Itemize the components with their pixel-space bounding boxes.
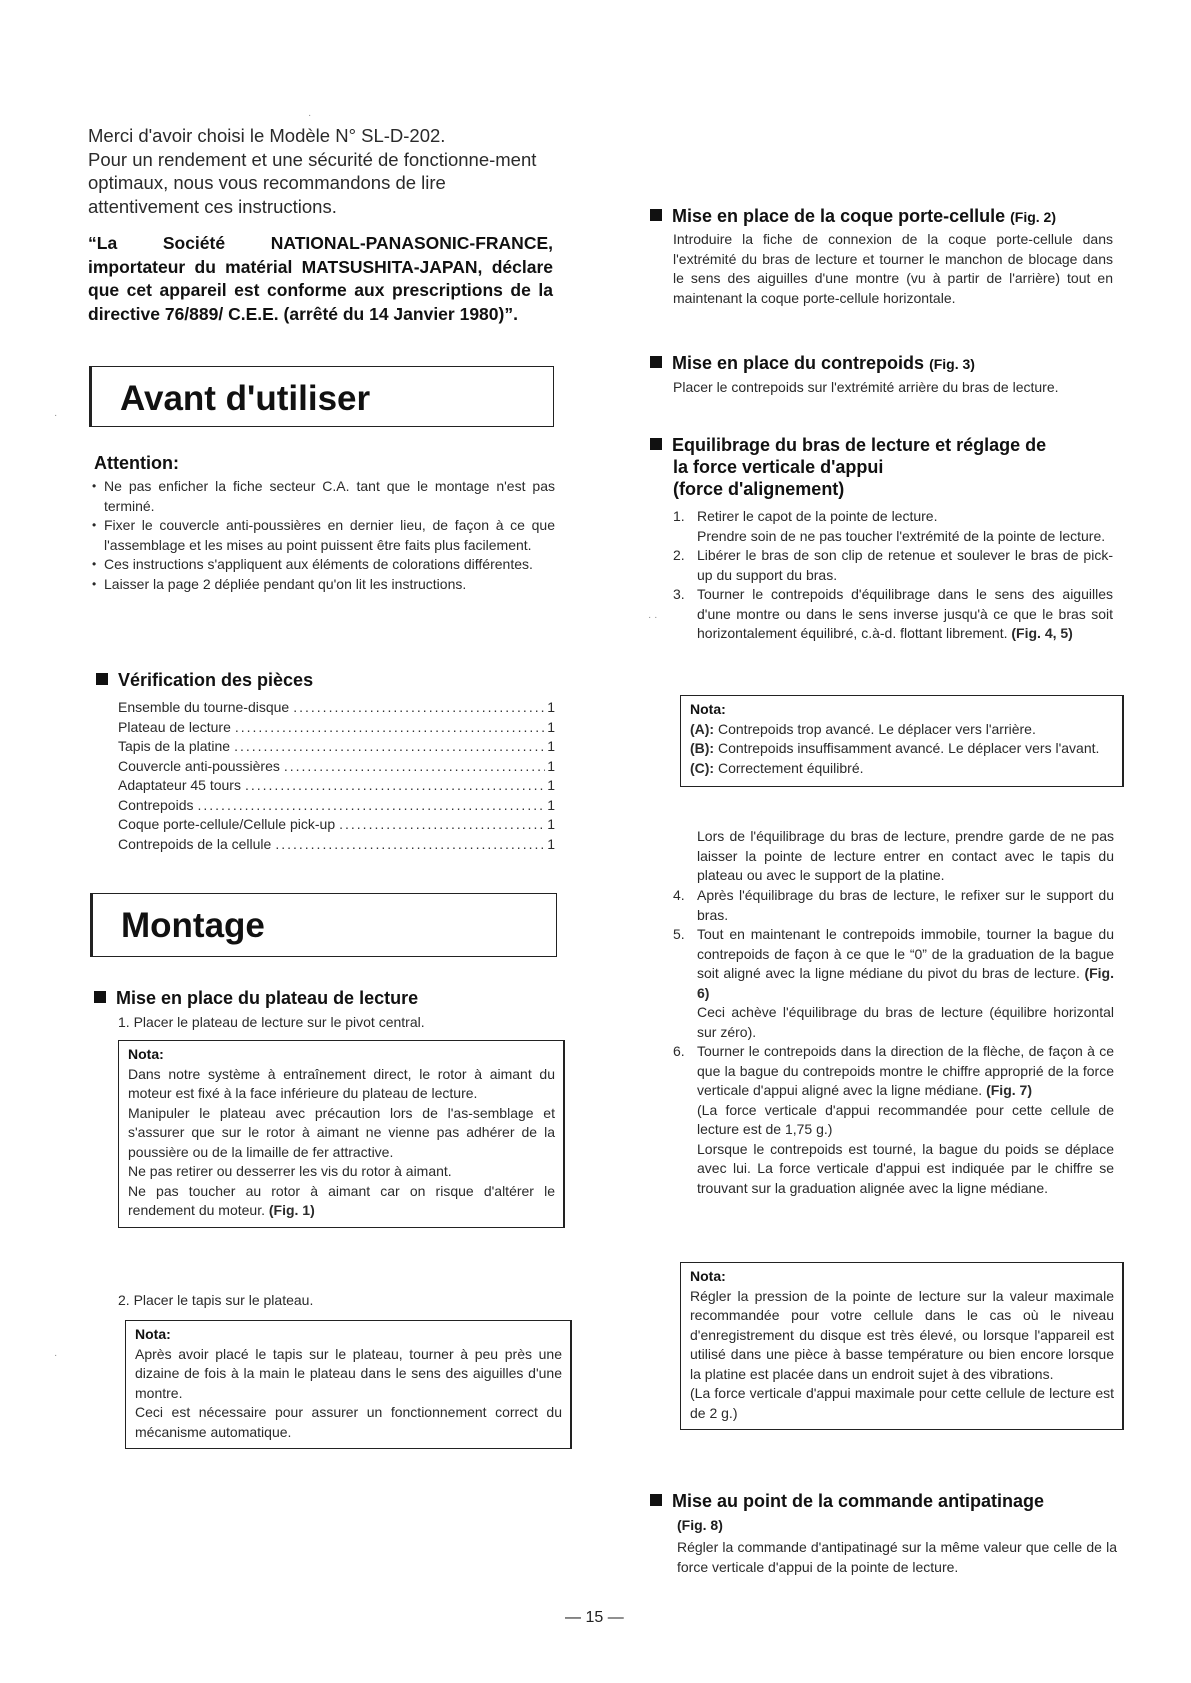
section-box-avant	[89, 366, 554, 427]
part-qty: 1	[547, 816, 555, 832]
step-text: Retirer le capot de la pointe de lecture.	[697, 508, 938, 524]
step-item	[673, 507, 1113, 546]
antipatinage-fig-ref: (Fig. 8)	[677, 1517, 723, 1533]
nota-paragraph: Dans notre système à entraînement direct, le rotor à aimant du moteur est fixé à la face inférieure du plateau de lecture.	[128, 1065, 555, 1101]
fig-ref: (Fig. 2)	[1010, 209, 1057, 225]
nota-box-balance	[680, 695, 1124, 787]
parts-row	[118, 757, 555, 777]
fig-ref: (Fig. 3)	[929, 356, 975, 372]
step-text: Après l'équilibrage du bras de lecture, le refixer sur le support du bras.	[697, 887, 1114, 923]
print-mark: ·	[54, 1350, 58, 1361]
leader-dots	[230, 737, 545, 757]
contrepoids-heading	[650, 352, 1120, 375]
parts-row	[118, 737, 555, 757]
nota-paragraph: Régler la pression de la pointe de lecture sur la valeur maximale recommandée pour votre cellule dans le cas où le niveau d'enregistrement du disque est très élevé, ou lorsque l'appareil est utilisé dans une pièce à basse température ou bien encore lorsque la platine est placée dans un endroit sujet à des vibrations.	[690, 1287, 1114, 1382]
part-qty: 1	[547, 699, 555, 715]
nota-paragraph: Ceci est nécessaire pour assurer un fonctionnement correct du mécanisme automatique.	[135, 1404, 562, 1440]
step-text: Ceci achève l'équilibrage du bras de lecture (équilibre horizontal sur zéro).	[697, 1004, 1114, 1040]
nota-text: Contrepoids trop avancé. Le déplacer vers l'arrière.	[718, 720, 1036, 737]
intro-line-2: Pour un rendement et une sécurité de fonctionne-ment optimaux, nous vous recommandons de lire attentivement ces instructions.	[88, 148, 537, 217]
parts-row	[118, 698, 555, 718]
step-item	[673, 886, 1114, 925]
nota-paragraph: (La force verticale d'appui maximale pour cette cellule de lecture est de 2 g.)	[690, 1385, 1114, 1421]
equilibrage-heading-line-3: (force d'alignement)	[673, 479, 845, 499]
print-mark: ·	[308, 110, 312, 121]
square-bullet-icon	[96, 673, 108, 685]
step-item	[673, 585, 1113, 644]
plateau-heading	[94, 987, 418, 1009]
verification-heading	[96, 669, 313, 691]
parts-row	[118, 815, 555, 835]
step-item	[673, 1042, 1114, 1198]
step-number: 2.	[673, 547, 685, 563]
nota-paragraph-last	[128, 1182, 555, 1221]
fig-ref: (Fig. 4, 5)	[1011, 625, 1073, 641]
attention-heading: Attention:	[94, 453, 179, 473]
leader-dots	[335, 815, 545, 835]
leader-dots	[280, 757, 545, 777]
square-bullet-icon	[650, 209, 662, 221]
attention-item: • Ces instructions s'appliquent aux éléments de colorations différentes.	[92, 555, 555, 575]
nota-line-c	[690, 759, 1114, 779]
nota-box-tapis	[125, 1320, 572, 1449]
attention-item: • Fixer le couvercle anti-poussières en dernier lieu, de façon à ce que l'assemblage et les mises au point puissent être faits plus facilement.	[92, 516, 555, 555]
nota-paragraph: Ne pas retirer ou desserrer les vis du rotor à aimant.	[128, 1163, 452, 1179]
leader-dots	[289, 698, 545, 718]
section-title-montage: Montage	[121, 906, 265, 945]
step-text: Prendre soin de ne pas toucher l'extrémité de la pointe de lecture.	[697, 527, 1106, 544]
nota-box-pression	[680, 1262, 1124, 1430]
nota-heading: Nota:	[690, 701, 726, 717]
nota-line-a	[690, 720, 1114, 740]
nota-heading: Nota:	[690, 1268, 726, 1284]
fig-ref: (Fig. 6)	[697, 965, 1114, 1001]
nota-paragraph: Après avoir placé le tapis sur le plateau, tourner à peu près une dizaine de fois à la main le plateau dans le sens des aiguilles d'une montre.	[135, 1345, 562, 1401]
step-text: Lorsque le contrepoids est tourné, la bague du poids se déplace avec lui. La force verticale d'appui est indiquée par le chiffre se trouvant sur la graduation alignée avec la ligne médiane.	[697, 1140, 1114, 1196]
nota-label: (C):	[690, 759, 715, 776]
step-text-with-fig	[697, 925, 1114, 1003]
part-name: Ensemble du tourne-disque	[118, 699, 290, 715]
step-text: Tourner le contrepoids d'équilibrage dans le sens des aiguilles d'une montre ou dans le sens inverse jusqu'à ce que le bras soit horizontalement équilibré, c.à-d. flottant librement.	[697, 586, 1113, 641]
nota-text: Contrepoids insuffisamment avancé. Le déplacer vers l'avant.	[718, 740, 1100, 756]
part-qty: 1	[547, 835, 555, 852]
part-qty: 1	[547, 777, 555, 793]
nota-heading: Nota:	[135, 1326, 171, 1342]
plateau-step-1: 1. Placer le plateau de lecture sur le pivot central.	[118, 1014, 425, 1030]
part-name: Adaptateur 45 tours	[118, 777, 241, 793]
square-bullet-icon	[94, 991, 106, 1003]
coque-heading-text: Mise en place de la coque porte-cellule	[672, 206, 1006, 226]
antipatinage-heading	[650, 1490, 1120, 1512]
nota-paragraph: Manipuler le plateau avec précaution lors de l'as-semblage et s'assurer que sur le rotor à aimant ne vienne pas adhérer de la poussière ou de la limaille de fer attractive.	[128, 1104, 555, 1160]
part-name: Couvercle anti-poussières	[118, 757, 280, 774]
part-name: Plateau de lecture	[118, 718, 231, 735]
equilibrage-heading-line-1	[650, 434, 1120, 456]
parts-row	[118, 835, 555, 855]
step-number: 5.	[673, 926, 685, 942]
part-qty: 1	[547, 738, 555, 754]
step-text-with-fig	[697, 1042, 1114, 1101]
step-text: Tout en maintenant le contrepoids immobile, tourner la bague du contrepoids de façon à ce que le “0” de la graduation de la bague soit aligné avec la ligne médiane du pivot du bras de lecture.	[697, 926, 1114, 981]
antipatinage-text: Régler la commande d'antipatinagé sur la même valeur que celle de la force verticale d'appui de la pointe de lecture.	[677, 1539, 1117, 1575]
attention-item: • Ne pas enficher la fiche secteur C.A. tant que le montage n'est pas terminé.	[92, 477, 555, 516]
equilibrage-heading-line-2: la force verticale d'appui	[673, 457, 884, 477]
contrepoids-text: Placer le contrepoids sur l'extrémité arrière du bras de lecture.	[673, 379, 1059, 395]
page-number: — 15 —	[565, 1609, 624, 1626]
coque-heading	[650, 205, 1120, 228]
step-text: (La force verticale d'appui recommandée pour cette cellule de lecture est de 1,75 g.)	[697, 1101, 1114, 1137]
part-name: Contrepoids	[118, 796, 194, 813]
square-bullet-icon	[650, 438, 662, 450]
step-text: Tourner le contrepoids dans la direction de la flèche, de façon à ce que la bague du contrepoids montre le chiffre approprié de la force verticale d'appui aligné avec la ligne médiane.	[697, 1043, 1114, 1098]
step-number: 4.	[673, 887, 685, 903]
declaration: “La Société NATIONAL-PANASONIC-FRANCE, importateur du matérial MATSUSHITA-JAPAN, déclare que cet appareil est conforme aux prescriptions de la directive 76/889/ C.E.E. (arrêté du 14 Janvier 1980)”.	[88, 233, 553, 324]
plateau-heading-text: Mise en place du plateau de lecture	[116, 988, 419, 1008]
nota-line-b	[690, 739, 1114, 759]
fig-ref: (Fig. 7)	[986, 1082, 1032, 1098]
nota-box-rotor	[118, 1040, 565, 1228]
part-name: Tapis de la platine	[118, 738, 231, 754]
step-number: 3.	[673, 586, 685, 602]
intro-text	[88, 124, 553, 218]
leader-dots	[194, 796, 546, 816]
heading-text: Equilibrage du bras de lecture et réglage de	[672, 435, 1047, 455]
section-title-avant: Avant d'utiliser	[120, 379, 371, 418]
fig-ref: (Fig. 1)	[268, 1202, 315, 1218]
contrepoids-heading-text: Mise en place du contrepoids	[672, 353, 925, 373]
square-bullet-icon	[650, 356, 662, 368]
coque-text: Introduire la fiche de connexion de la coque porte-cellule dans l'extrémité du bras de lecture et tourner le manchon de blocage dans le sens des aiguilles d'une montre (vu à partir de l'arrière) tout en maintenant la coque porte-cellule horizontale.	[673, 231, 1113, 306]
equilibrage-steps-4-6	[673, 886, 1114, 1198]
leader-dots	[241, 776, 545, 796]
print-mark: · ·	[648, 612, 658, 623]
part-name: Contrepoids de la cellule	[118, 835, 272, 852]
step-number: 6.	[673, 1043, 685, 1059]
nota-heading: Nota:	[128, 1046, 164, 1062]
after-nota-text: Lors de l'équilibrage du bras de lecture, prendre garde de ne pas laisser la pointe de lecture entrer en contact avec le tapis du plateau ou avec le support de la platine.	[697, 828, 1114, 883]
step-item	[673, 546, 1113, 585]
parts-row	[118, 796, 555, 816]
nota-label: (B):	[690, 740, 715, 756]
nota-text: Ne pas toucher au rotor à aimant car on risque d'altérer le rendement du moteur.	[128, 1182, 555, 1218]
intro-line-1: Merci d'avoir choisi le Modèle N° SL-D-202.	[88, 125, 446, 146]
verification-heading-text: Vérification des pièces	[118, 670, 314, 690]
leader-dots	[231, 718, 545, 738]
part-name: Coque porte-cellule/Cellule pick-up	[118, 816, 336, 832]
part-qty: 1	[547, 718, 555, 735]
nota-label: (A):	[690, 720, 715, 737]
part-qty: 1	[547, 796, 555, 813]
square-bullet-icon	[650, 1494, 662, 1506]
step-number: 1.	[673, 508, 685, 524]
part-qty: 1	[547, 757, 555, 774]
leader-dots	[271, 835, 545, 855]
print-mark: ·	[54, 410, 58, 421]
equilibrage-steps-1-3	[673, 507, 1113, 644]
step-text-with-fig	[697, 585, 1113, 644]
parts-row	[118, 718, 555, 738]
parts-row	[118, 776, 555, 796]
step-item	[673, 925, 1114, 1042]
equilibrage-heading	[650, 434, 1120, 500]
parts-list	[118, 698, 555, 854]
attention-item: • Laisser la page 2 dépliée pendant qu'on lit les instructions.	[92, 575, 555, 595]
step-text: Libérer le bras de son clip de retenue et soulever le bras de pick-up du support du bras.	[697, 547, 1113, 583]
attention-list	[92, 477, 555, 594]
section-box-montage	[90, 893, 557, 957]
plateau-step-2: 2. Placer le tapis sur le plateau.	[118, 1292, 314, 1308]
nota-text: Correctement équilibré.	[718, 759, 864, 776]
antipatinage-heading-text: Mise au point de la commande antipatinage	[672, 1491, 1045, 1511]
